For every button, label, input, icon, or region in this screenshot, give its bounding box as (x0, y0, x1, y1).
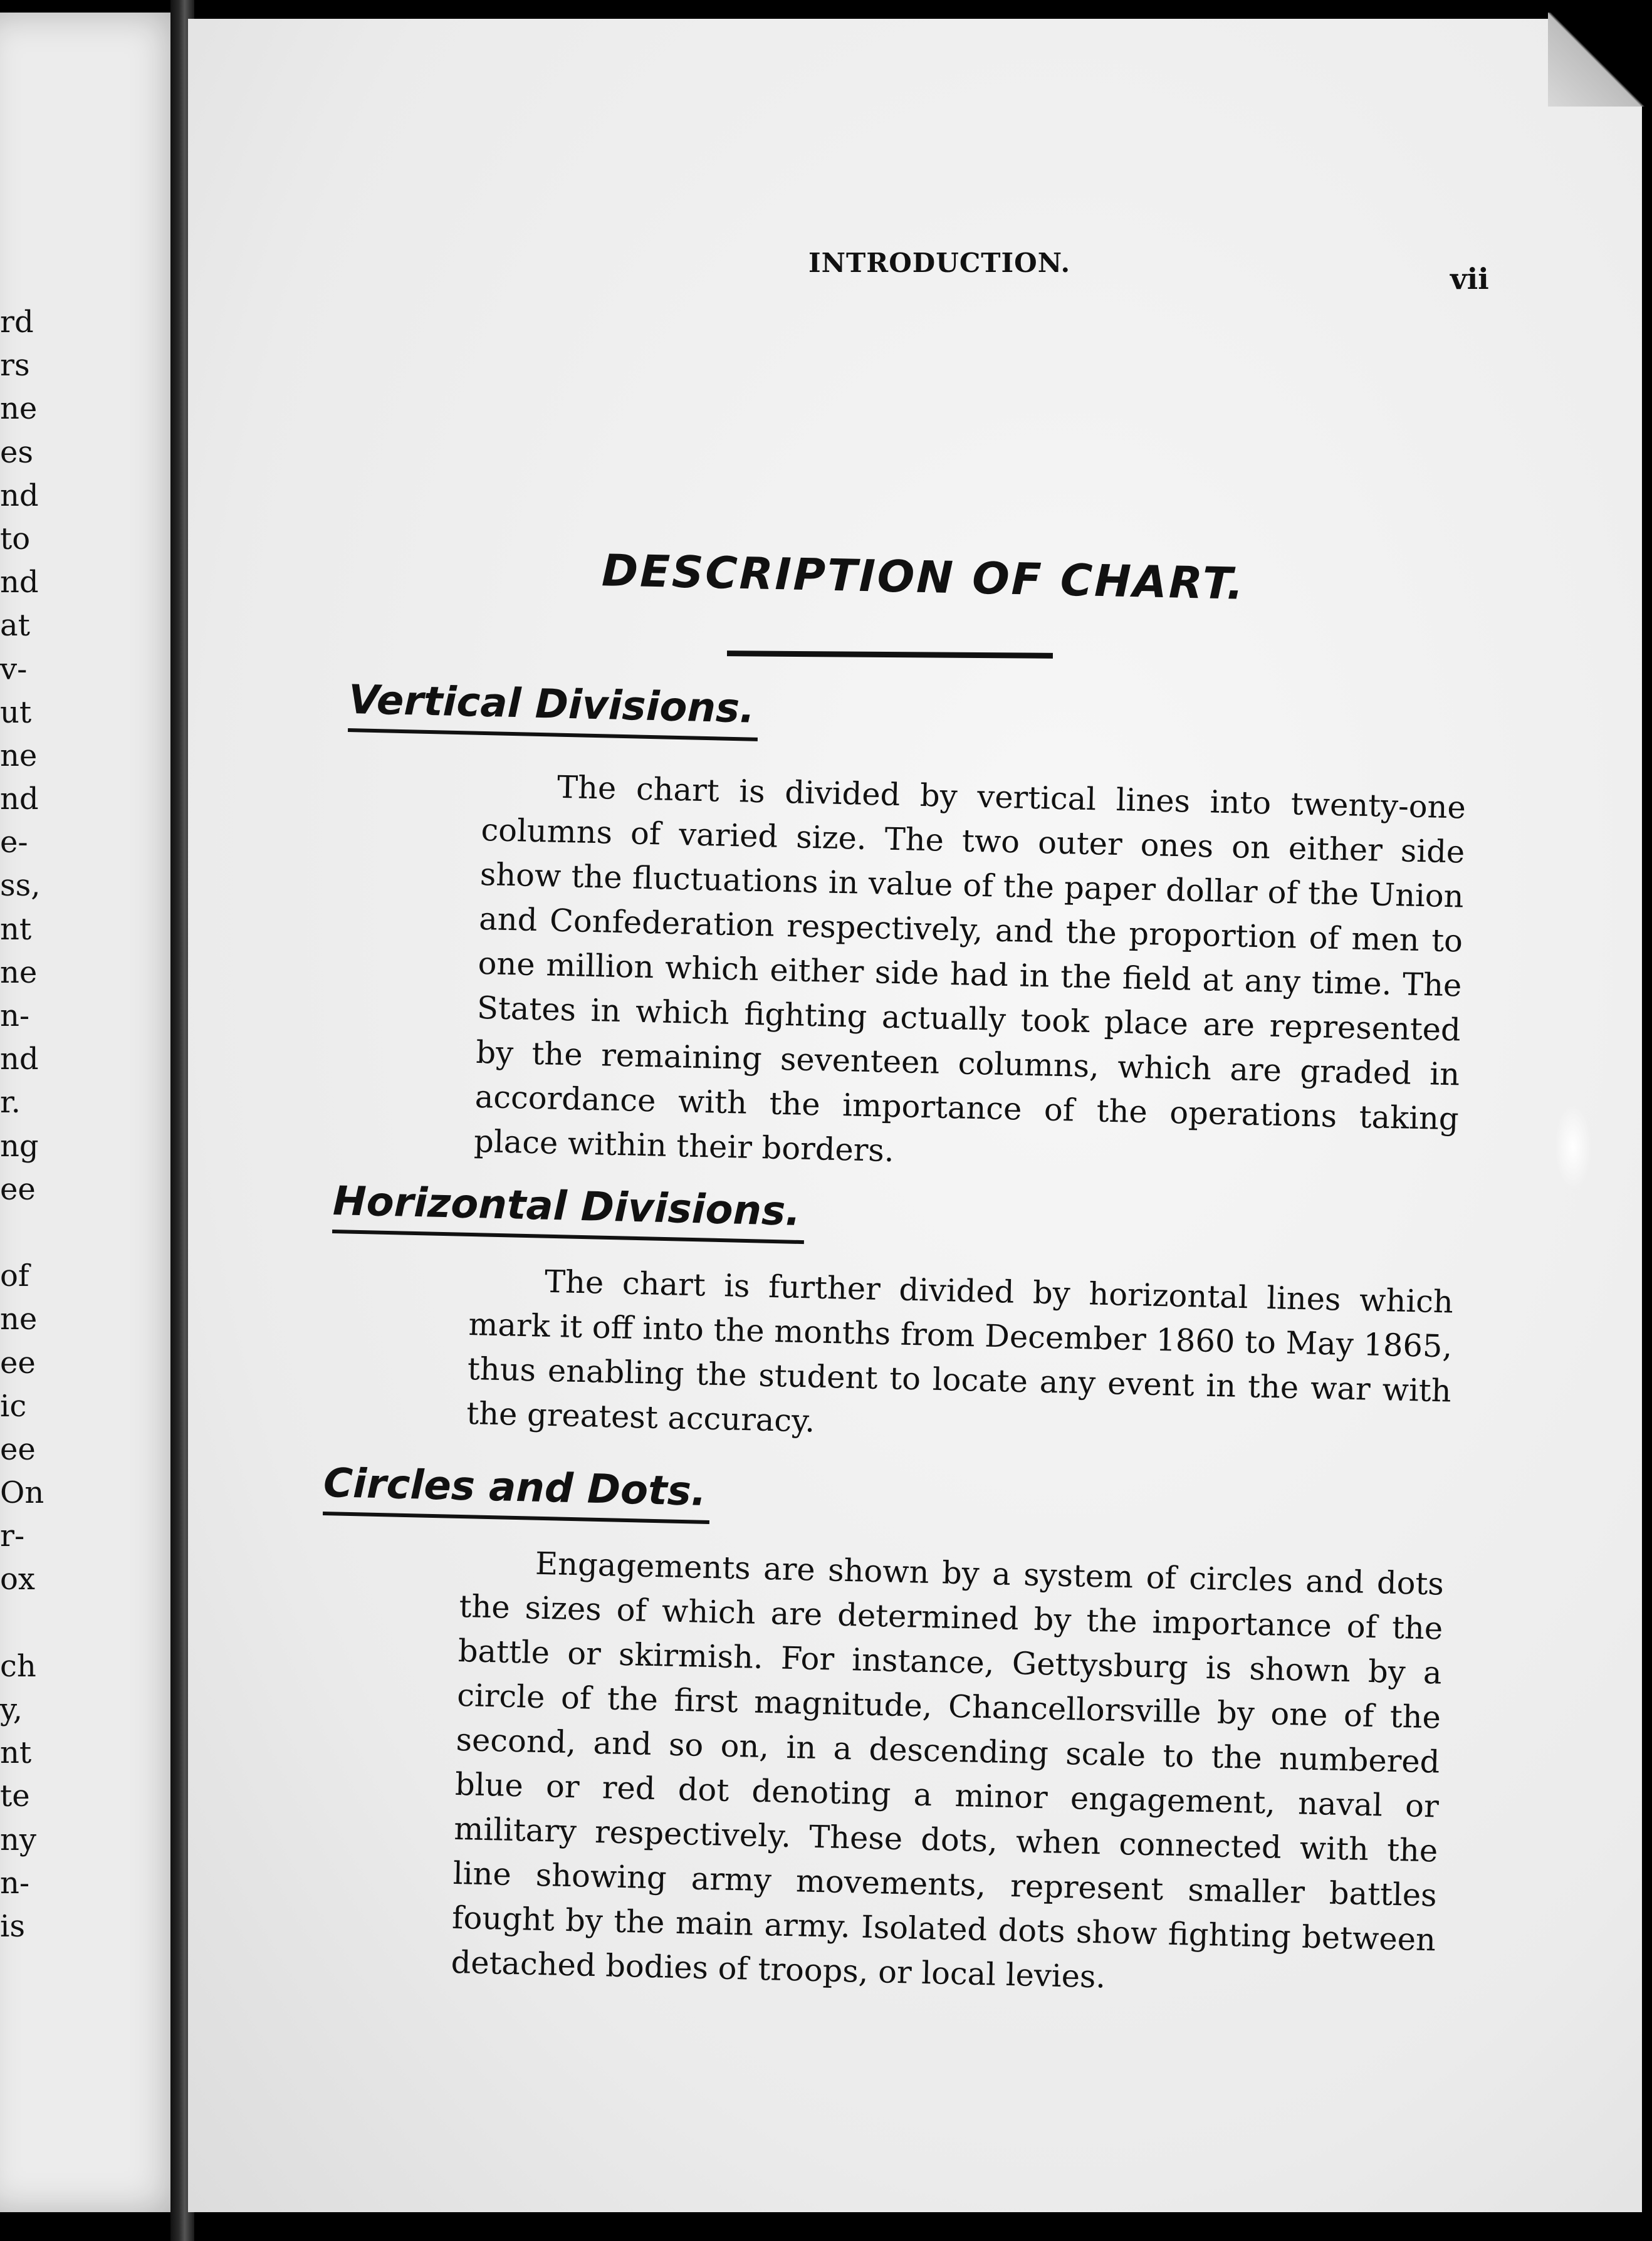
left-page-fragment (0, 1602, 38, 1645)
left-page-fragment: r- (0, 1518, 25, 1554)
left-page-fragment: nd (0, 1042, 39, 1077)
left-page-fragment: ne (0, 738, 38, 773)
left-page-fragment: e- (0, 825, 28, 860)
section-body-horizontal: The chart is further divided by horizontal lines which mark it off into the months from December 1860 to May 1865, thus enabling the student to locate any event in the war with the greatest accuracy. (466, 1263, 1454, 1439)
left-page-fragment: n- (0, 998, 30, 1033)
left-page-fragment: ee (0, 1171, 36, 1207)
left-page-fragment: rd (0, 305, 34, 340)
left-page-fragment: ne (0, 954, 38, 990)
section-heading-vertical: Vertical Divisions. (348, 677, 759, 741)
page-number: vii (1450, 262, 1489, 296)
left-page-fragment: es (0, 434, 34, 470)
left-page-fragment: ut (0, 694, 32, 730)
torn-page-corner (1548, 13, 1648, 107)
left-page-fragment: is (0, 1908, 25, 1944)
left-page-fragment: nt (0, 911, 32, 947)
left-page-fragment: of (0, 1258, 29, 1294)
left-page-fragment: te (0, 1779, 30, 1814)
left-page-fragment: ny (0, 1822, 37, 1857)
page-title: DESCRIPTION OF CHART. (601, 545, 1246, 610)
left-page-fragment: nd (0, 565, 39, 600)
left-page-fragment: r. (0, 1085, 21, 1120)
left-page-fragment (0, 1211, 38, 1255)
section-heading-circles: Circles and Dots. (323, 1460, 711, 1524)
section-body-vertical: The chart is divided by vertical lines into twenty-one columns of varied size. The two outer ones on either side show the fluctuations in value of the paper dollar of the Union and Confederation respectively, and the proportion of men to one million which either side had in the field at any time. The States in which fighting actually took place are represented by the remaining seventeen columns, which are graded in accordance with the importance of the operations taking place within their borders. (473, 768, 1466, 1169)
running-head: INTRODUCTION. (808, 248, 1071, 278)
left-page-fragment: y, (0, 1692, 23, 1727)
left-page-fragment: ee (0, 1345, 36, 1381)
left-facing-page (0, 13, 188, 2212)
left-page-fragment: rs (0, 348, 30, 384)
left-page-fragment: nt (0, 1735, 32, 1771)
left-page-fragment: ne (0, 391, 38, 427)
left-page-fragment: nd (0, 478, 39, 513)
section-heading-horizontal: Horizontal Divisions. (332, 1178, 805, 1244)
left-page-fragment: to (0, 521, 31, 556)
left-page-fragment: ne (0, 1302, 38, 1337)
left-page-fragment: ss, (0, 868, 41, 904)
left-page-fragment: v- (0, 651, 28, 687)
left-page-fragment: On (0, 1475, 44, 1511)
page-smudge (1554, 1103, 1592, 1191)
left-page-fragment: nd (0, 781, 39, 817)
left-page-fragment: ic (0, 1388, 27, 1424)
left-page-fragment: ox (0, 1562, 35, 1597)
section-body-circles: Engagements are shown by a system of circles and dots the sizes of which are determined by the importance of the battle or skirmish. For instance, Gettysburg is shown by a circle of the first magnitude, Chancellorsville by one of the second, and so on, in a descending scale to the numbered blue or red dot denoting a minor engagement, naval or military respectively. These dots, when connected with the line showing army movements, represent smaller battles fought by the main army. Isolated dots show fighting between detached bodies of troops, or local levies. (451, 1545, 1445, 1995)
left-page-fragment: n- (0, 1865, 30, 1901)
left-page-text-fragments (0, 301, 44, 1948)
left-page-fragment: ng (0, 1128, 39, 1164)
left-page-fragment: at (0, 608, 30, 644)
left-page-fragment: ch (0, 1648, 36, 1684)
left-page-fragment: ee (0, 1431, 36, 1467)
